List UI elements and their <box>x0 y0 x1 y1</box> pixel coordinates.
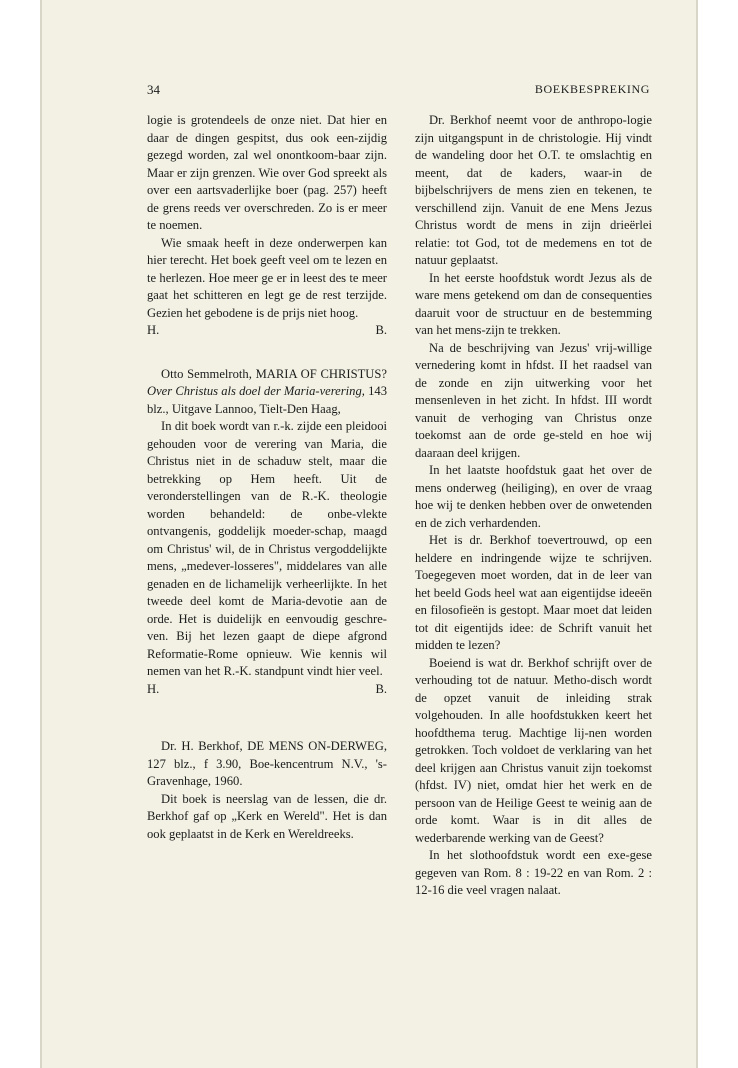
right-paragraph-2: In het eerste hoofdstuk wordt Jezus als de ware mens getekend om dan de consequenties daaruit voor de structuur en de bestemming van het mens-zijn te trekken. <box>415 270 652 337</box>
right-paragraph-6: Boeiend is wat dr. Berkhof schrijft over de verhouding tot de natuur. Metho-disch wordt de opzet vanuit de inleiding strak volgehouden. In alle hoofdstukken keert het hoofdthema terug. Machtige lij-nen worden getrokken. Toch voldoet de verklaring van het deel krijgen aan Christus vanuit zijn toekomst (hfdst. IV) niet, omdat hier het werk en de persoon van de Heilige Geest te weinig aan de orde komt. Waar is in dit alles de wederbarende werking van de Geest? <box>415 655 652 845</box>
right-paragraph-1: Dr. Berkhof neemt voor de anthropo-logie zijn uitgangspunt in de christologie. Hij vindt de wandeling door het O.T. te omslachtig en meent, dat de kaders, waar-in de bijbelschrijvers de mens zien en tekenen, te verschillend zijn. Vanuit de ene Mens Jezus Christus wordt de mens in zijn drieërlei relatie: tot God, tot de medemens en tot de natuur geplaatst. <box>415 113 652 267</box>
signature-1-initial-left: H. <box>147 323 160 337</box>
left-column <box>147 112 387 843</box>
review-2-heading-author-title: Otto Semmelroth, MARIA OF CHRISTUS? <box>161 366 387 381</box>
review-3-heading: Dr. H. Berkhof, DE MENS ON-DERWEG, 127 blz., f 3.90, Boe-kencentrum N.V., 's-Gravenhage, 1960. <box>147 739 387 788</box>
right-paragraph-3: Na de beschrijving van Jezus' vrij-willige vernedering komt in hfdst. II het raadsel van de zonde en zijn uitwerking voor het mensenleven in het zicht. In hfdst. III wordt vanuit de verhoging van Christus onze toekomst aan de orde ge-steld en hoe wij daaraan deel krijgen. <box>415 340 652 460</box>
running-head: BOEKBESPREKING <box>534 82 650 96</box>
right-paragraph-5: Het is dr. Berkhof toevertrouwd, op een heldere en indringende wijze te schrijven. Toegegeven moet worden, dat in de leer van het beeld Gods heel wat aan eigentijdse ideeën en filosofieën is gestopt. Maar moet dat leiden tot dit eigentijds idee: de Schrift vanuit het midden te lezen? <box>415 533 652 652</box>
right-paragraph-4: In het laatste hoofdstuk gaat het over de mens onderweg (heiliging), en over de vraag hoe wij te denken hebben over de onwetenden en de zich verhardenden. <box>415 463 652 530</box>
signature-2-initial-left: H. <box>147 681 160 696</box>
page-number: 34 <box>147 82 160 97</box>
left-paragraph-1: logie is grotendeels de onze niet. Dat hier en daar de dingen gespitst, dus ook een-zijdig gezegd worden, zal wel onontkoom-baar zijn. Maar er zijn grenzen. Wie over God spreekt als over een aartsvaderlijke boer (pag. 257) heeft de grens reeds ver overschreden. Zo is er meer te noemen. <box>147 113 387 232</box>
right-column <box>415 112 652 900</box>
signature-2 <box>147 681 387 699</box>
review-2-heading-subtitle: Over Christus als doel der Maria-verering, <box>147 384 365 398</box>
review-3-intro: Dit boek is neerslag van de lessen, die dr. Berkhof gaf op „Kerk en Wereld". Het is dan ook geplaatst in de Kerk en Wereldreeks. <box>147 791 387 841</box>
left-paragraph-2: Wie smaak heeft in deze onderwerpen kan hier terecht. Het boek geeft veel om te lezen en te herlezen. Hoe meer ge er in leest des te meer gaat het schitteren en legt ge de rest terzijde. Gezien het gebodene is de prijs niet hoog. <box>147 235 387 320</box>
right-paragraph-7: In het slothoofdstuk wordt een exe-gese gegeven van Rom. 8 : 19-22 en van Rom. 2 : 12-16 die veel vragen nalaat. <box>415 848 652 897</box>
review-2-body: In dit boek wordt van r.-k. zijde een pleidooi gehouden voor de verering van Maria, die Christus niet in de schaduw stelt, maar die betrekking op Hem heeft. Uit de veronderstellingen van de R.-K. theologie worden behandeld: de onbe-vlekte ontvangenis, goddelijk moeder-schap, maagd om Christus' wil, de in Christus vergoddelijkte mens, „medever-losseres", middelares van alle genaden en de lichamelijk verheerlijkte. In het tweede deel komt de Maria-devotie aan de orde. Het is duidelijk en eenvoudig geschre-ven. Bij het lezen gaapt de diepe afgrond Reformatie-Rome opnieuw. Wie kennis wil nemen van het R.-K. standpunt vindt hier veel. <box>147 419 387 678</box>
review-2-heading-publisher: 143 blz., Uitgave Lannoo, Tielt-Den Haag, <box>147 384 387 416</box>
signature-1-initial-right: B. <box>375 323 387 337</box>
signature-1 <box>147 322 387 340</box>
signature-2-initial-right: B. <box>375 681 387 696</box>
review-2-heading <box>147 366 387 419</box>
